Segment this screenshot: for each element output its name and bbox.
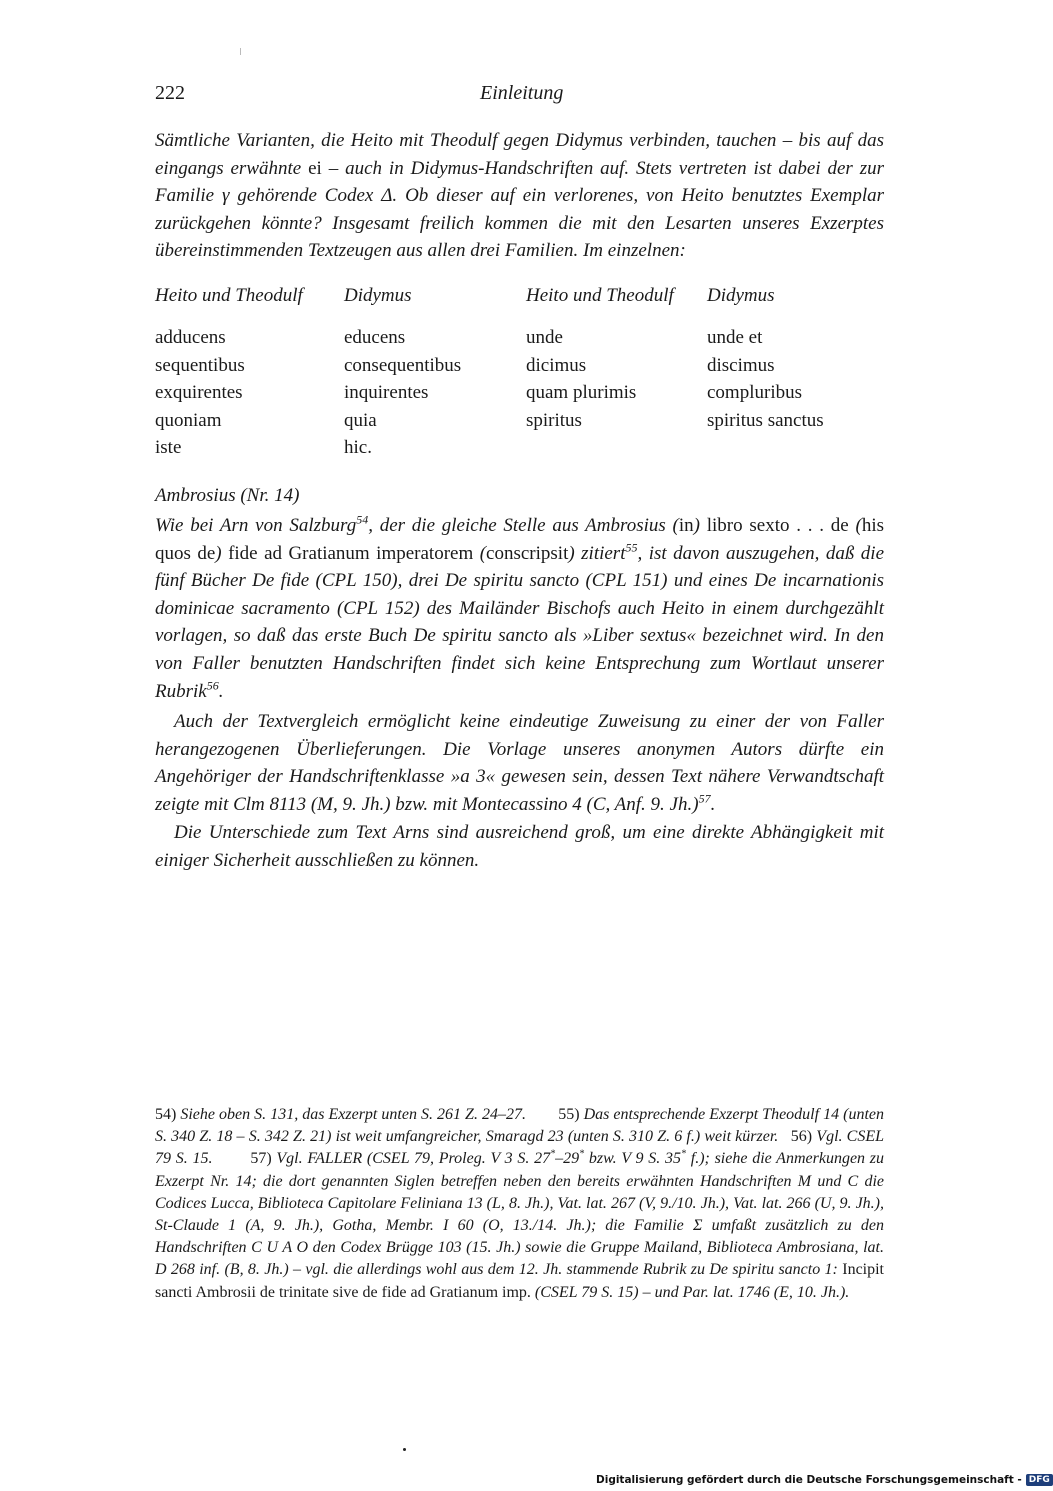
footnote-ref-56: 56: [206, 678, 219, 693]
scan-dot: [403, 1448, 406, 1451]
quote-span: his quos de: [155, 515, 884, 564]
table-header-1: Heito und Theodulf: [155, 285, 303, 306]
section-heading: Ambrosius (Nr. 14): [155, 485, 300, 506]
table-cell: exquirentes: [155, 382, 243, 404]
incipit-quote: Incipit sancti Ambrosii de trinitate sive de fide ad Gratianum imp.: [155, 1261, 884, 1301]
table-cell: hic.: [344, 437, 372, 459]
table-header-4: Didymus: [707, 285, 775, 306]
footer-text: Digitalisierung gefördert durch die Deutsche Forschungsgemeinschaft -: [596, 1474, 1022, 1486]
footnote-54: Siehe oben S. 131, das Exzerpt unten S. 261 Z. 24–27.: [176, 1106, 526, 1123]
table-cell: quia: [344, 409, 377, 431]
text-span: (: [855, 515, 862, 536]
footnote-number: 56): [790, 1128, 813, 1146]
asterisk: *: [550, 1149, 556, 1161]
text-span: ) zitiert: [568, 542, 626, 564]
footnotes: [155, 1104, 884, 1304]
quote-span: fide ad Gratianum imperatorem: [221, 542, 480, 564]
table-cell: compluribus: [707, 382, 802, 404]
text-span: .: [218, 680, 224, 702]
ambrosius-paragraph-1: [155, 512, 884, 705]
page-number: 222: [155, 82, 185, 104]
table-cell: inquirentes: [344, 382, 429, 404]
footnote-ref-54: 54: [356, 512, 369, 527]
text-span: Wie bei Arn von Salzburg: [155, 515, 357, 536]
text-span: ): [693, 515, 700, 536]
footnote-57: bzw. V 9 S. 35: [584, 1150, 682, 1168]
table-column-3: [526, 324, 636, 434]
footnote-number: 54): [155, 1106, 177, 1123]
text-span: Auch der Textvergleich ermöglicht keine eindeutige Zuweisung zu einer der von Faller herangezogenen Überlieferungen. Die Vorlage unseres anonymen Autors dürfte ein Angehöriger der Handschriftenklasse »a 3« gewesen sein, dessen Text nähere Verwandtschaft zeigte mit Clm 8113 (M, 9. Jh.) bzw. mit Montecassino 4 (C, Anf. 9. Jh.): [155, 711, 884, 815]
table-cell: iste: [155, 437, 182, 459]
table-cell: discimus: [707, 354, 775, 376]
table-cell: quoniam: [155, 409, 222, 431]
footnote-number: 55): [558, 1106, 580, 1123]
text-span: (: [479, 542, 487, 564]
footnote-ref-57: 57: [698, 791, 711, 806]
ambrosius-paragraph-3: Die Unterschiede zum Text Arns sind ausreichend groß, um eine direkte Abhängigkeit mit einiger Sicherheit ausschließen zu können.: [155, 822, 884, 871]
dfg-logo: DFG: [1026, 1474, 1053, 1486]
table-cell: consequentibus: [344, 354, 462, 376]
intro-text-2: – auch in Didymus-Handschriften auf. Stets vertreten ist dabei der zur Familie γ gehörende Codex Δ. Ob dieser auf ein verlorenes, von Heito benutztes Exemplar zurückgehen könnte? Insgesamt freilich kommen die mit den Lesarten unseres Exzerptes übereinstimmenden Textzeugen aus allen drei Familien. Im einzelnen:: [155, 157, 884, 262]
table-column-2: [344, 324, 461, 462]
scan-mark: [240, 48, 241, 55]
quote-span: in: [678, 515, 694, 536]
asterisk: *: [681, 1149, 687, 1161]
table-column-1: [155, 324, 245, 462]
footnote-57: –29: [555, 1150, 580, 1168]
running-head: Einleitung: [480, 82, 564, 104]
table-cell: sequentibus: [155, 354, 245, 376]
footnote-57: f.); siehe die Anmerkungen zu Exzerpt Nr. 14; die dort genannten Siglen betreffen neben den bereits erwähnten Handschriften M und C die Codices Lucca, Biblioteca Capitolare Feliniana 13 (L, 8. Jh.), Vat. lat. 267 (V, 9./10. Jh.), Vat. lat. 266 (U, 9. Jh.), St-Claude 1 (A, 9. Jh.), Gotha, Membr. I 60 (O, 13./14. Jh.); die Familie Σ umfaßt zusätzlich zu den Handschriften C U A O den Codex Brügge 103 (15. Jh.) sowie die Gruppe Mailand, Biblioteca Ambrosiana, lat. D 268 inf. (B, 8. Jh.) – vgl. die allerdings wohl aus dem 12. Jh. stammende Rubrik zu De spiritu sancto 1:: [155, 1150, 885, 1279]
footnote-56: Vgl. CSEL 79 S. 15.: [155, 1128, 885, 1168]
footnote-55: Das entsprechende Exzerpt Theodulf 14 (unten S. 340 Z. 18 – S. 342 Z. 21) ist weit umfangreicher, Smaragd 23 (unten S. 310 Z. 6 f.) weit kürzer.: [155, 1106, 885, 1146]
asterisk: *: [579, 1149, 585, 1161]
table-column-4: [707, 324, 824, 434]
intro-text-1: Sämtliche Varianten, die Heito mit Theodulf gegen Didymus verbinden, tauchen – bis auf das eingangs erwähnte: [155, 130, 884, 179]
footnote-ref-55: 55: [625, 540, 638, 555]
quote-span: conscripsit: [486, 542, 569, 564]
table-cell: spiritus: [526, 409, 582, 431]
text-span: , ist davon auszugehen, daß die fünf Bücher De fide (CPL 150), drei De spiritu sancto (CPL 151) und eines De incarnationis dominicae sacramento (CPL 152) des Mailänder Bischofs auch Heito in einem durchgezählt vorlagen, so daß das erste Buch De spiritu sancto als »Liber sextus« bezeichnet wird. In den von Faller benutzten Handschriften findet sich keine Entsprechung zum Wortlaut unserer Rubrik: [155, 542, 885, 702]
intro-ei: ei: [308, 157, 322, 179]
text-span: ): [215, 542, 222, 564]
table-cell: quam plurimis: [526, 382, 637, 404]
ambrosius-paragraph-2: [155, 708, 884, 818]
table-cell: spiritus sanctus: [707, 409, 824, 431]
text-span: .: [710, 793, 716, 815]
quote-span: libro sexto . . . de: [699, 515, 856, 536]
dfg-footer: [596, 1470, 1053, 1490]
table-cell: adducens: [155, 327, 226, 348]
table-cell: unde et: [707, 327, 763, 348]
table-header-3: Heito und Theodulf: [526, 285, 674, 306]
table-header-2: Didymus: [344, 285, 412, 306]
table-cell: unde: [526, 327, 563, 348]
table-cell: educens: [344, 327, 406, 348]
footnote-57: Vgl. FALLER (CSEL 79, Proleg. V 3 S. 27: [271, 1150, 551, 1168]
text-span: (: [672, 515, 679, 536]
intro-paragraph: [155, 127, 884, 265]
footnote-57: (CSEL 79 S. 15) – und Par. lat. 1746 (E, 10. Jh.).: [530, 1283, 850, 1301]
table-cell: dicimus: [526, 354, 587, 376]
text-span: , der die gleiche Stelle aus Ambrosius: [368, 515, 673, 536]
footnote-number: 57): [250, 1150, 272, 1168]
